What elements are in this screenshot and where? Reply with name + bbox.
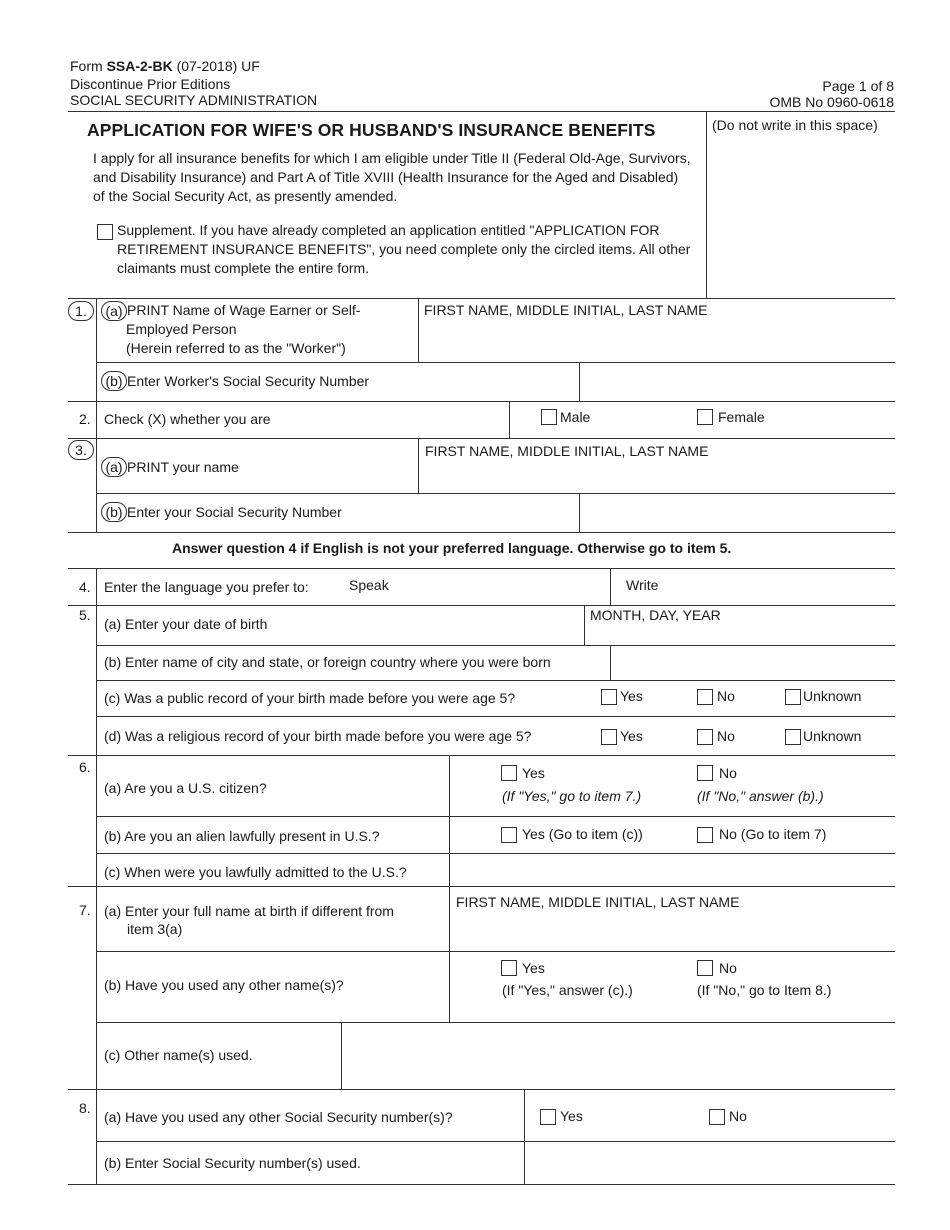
rule xyxy=(96,680,895,681)
rule xyxy=(68,401,895,402)
citizen-yes-label: Yes xyxy=(522,765,545,781)
rule xyxy=(96,1022,895,1023)
other-ssn-no-checkbox[interactable] xyxy=(709,1109,725,1125)
public-record-yes-checkbox[interactable] xyxy=(601,689,617,705)
date-header: MONTH, DAY, YEAR xyxy=(590,607,721,623)
q7-number: 7. xyxy=(79,902,91,918)
rule xyxy=(68,1184,895,1185)
religious-record-yes-label: Yes xyxy=(620,728,643,744)
q3b-marker: (b) xyxy=(101,502,127,522)
your-ssn-field[interactable] xyxy=(581,495,895,530)
q2-number: 2. xyxy=(79,411,91,427)
rule xyxy=(68,886,895,887)
q3a-name-header: FIRST NAME, MIDDLE INITIAL, LAST NAME xyxy=(425,443,709,459)
speak-label: Speak xyxy=(349,577,389,593)
q1a-label-3: (Herein referred to as the "Worker") xyxy=(126,340,346,356)
q6b-label: (b) Are you an alien lawfully present in U.S.? xyxy=(104,828,380,844)
form-id xyxy=(70,58,260,74)
citizen-yes-instruction: (If "Yes," go to item 7.) xyxy=(502,788,642,804)
supplement-paragraph: Supplement. If you have already completed an application entitled "APPLICATION FOR RETIREMENT INSURANCE BENEFITS", you need complete only the circled items. All other claimants must complete the entire form. xyxy=(117,222,691,276)
rule xyxy=(96,716,895,717)
rule xyxy=(68,1089,895,1090)
other-names-yes-checkbox[interactable] xyxy=(501,960,517,976)
omb-number: OMB No 0960-0618 xyxy=(769,94,894,110)
other-ssn-yes-label: Yes xyxy=(560,1108,583,1124)
other-names-field[interactable] xyxy=(343,1024,895,1087)
rule xyxy=(579,493,580,532)
other-ssn-no-label: No xyxy=(729,1108,747,1124)
rule xyxy=(418,298,419,362)
rule xyxy=(96,816,895,817)
rule xyxy=(68,755,895,756)
male-checkbox[interactable] xyxy=(541,409,557,425)
q8b-label: (b) Enter Social Security number(s) used. xyxy=(104,1155,361,1171)
public-record-unknown-checkbox[interactable] xyxy=(785,689,801,705)
other-names-yes-instruction: (If "Yes," answer (c).) xyxy=(502,982,633,998)
q1a-label-2: Employed Person xyxy=(126,321,237,337)
rule xyxy=(509,401,510,438)
q6-number: 6. xyxy=(79,759,91,775)
alien-no-label: No (Go to item 7) xyxy=(719,826,827,842)
form-number: SSA-2-BK xyxy=(106,58,173,74)
religious-record-unknown-label: Unknown xyxy=(803,728,862,744)
rule xyxy=(341,1022,342,1089)
q7b-label: (b) Have you used any other name(s)? xyxy=(104,977,344,993)
q1b-marker: (b) xyxy=(101,371,127,391)
public-record-no-label: No xyxy=(717,688,735,704)
write-language-field[interactable] xyxy=(670,572,892,602)
alien-yes-checkbox[interactable] xyxy=(501,827,517,843)
q3b-label: Enter your Social Security Number xyxy=(127,504,342,520)
number-column-rule xyxy=(96,298,97,532)
religious-record-unknown-checkbox[interactable] xyxy=(785,729,801,745)
q7a-label-2: item 3(a) xyxy=(127,921,183,937)
q7a-name-header: FIRST NAME, MIDDLE INITIAL, LAST NAME xyxy=(456,894,740,910)
q6a-label: (a) Are you a U.S. citizen? xyxy=(104,780,267,796)
worker-ssn-field[interactable] xyxy=(581,364,895,399)
rule xyxy=(579,362,580,401)
rule xyxy=(96,493,895,494)
rule xyxy=(610,568,611,605)
rule xyxy=(449,755,450,886)
q3-number-circle: 3. xyxy=(68,440,94,460)
male-label: Male xyxy=(560,409,591,425)
public-record-unknown-label: Unknown xyxy=(803,688,862,704)
q5-number: 5. xyxy=(79,607,91,623)
q7c-label: (c) Other name(s) used. xyxy=(104,1047,253,1063)
alien-no-checkbox[interactable] xyxy=(697,827,713,843)
agency-name: SOCIAL SECURITY ADMINISTRATION xyxy=(70,92,318,108)
number-column-rule xyxy=(96,568,97,1184)
female-label: Female xyxy=(718,409,765,425)
birthplace-field[interactable] xyxy=(612,647,895,678)
form-prefix: Form xyxy=(70,58,103,74)
rule xyxy=(68,605,895,606)
rule xyxy=(96,362,895,363)
other-names-no-checkbox[interactable] xyxy=(697,960,713,976)
form-title: APPLICATION FOR WIFE'S OR HUSBAND'S INSURANCE BENEFITS xyxy=(87,120,656,140)
header-rule xyxy=(68,111,895,112)
q1a-label-1: PRINT Name of Wage Earner or Self- xyxy=(127,302,361,318)
q8a-label: (a) Have you used any other Social Security number(s)? xyxy=(104,1109,453,1125)
your-name-field[interactable] xyxy=(420,460,895,492)
office-use-label: (Do not write in this space) xyxy=(712,117,878,133)
q3a-marker: (a) xyxy=(101,457,127,477)
rule xyxy=(68,438,895,439)
q1a-marker: (a) xyxy=(101,301,127,321)
q8-number: 8. xyxy=(79,1100,91,1116)
intro-paragraph: I apply for all insurance benefits for which I am eligible under Title II (Federal Old-Age, Survivors, and Disability Insurance) and Part A of Title XVIII (Health Insurance for the Aged and Disabled) of the Social Security Act, as presently amended. xyxy=(93,150,691,204)
citizen-no-checkbox[interactable] xyxy=(697,765,713,781)
discontinue-note: Discontinue Prior Editions xyxy=(70,76,231,92)
speak-language-field[interactable] xyxy=(398,572,606,602)
public-record-no-checkbox[interactable] xyxy=(697,689,713,705)
other-names-no-label: No xyxy=(719,960,737,976)
rule xyxy=(68,298,895,299)
rule xyxy=(96,853,895,854)
q5d-label: (d) Was a religious record of your birth made before you were age 5? xyxy=(104,728,532,744)
q7a-label-1: (a) Enter your full name at birth if different from xyxy=(104,903,394,919)
rule xyxy=(584,605,585,645)
form-suffix: (07-2018) UF xyxy=(176,58,260,74)
q4-number: 4. xyxy=(79,579,91,595)
q1a-name-header: FIRST NAME, MIDDLE INITIAL, LAST NAME xyxy=(424,302,708,318)
birth-date-field[interactable] xyxy=(586,624,895,644)
q2-label: Check (X) whether you are xyxy=(104,411,271,427)
write-label: Write xyxy=(626,577,659,593)
q5c-label: (c) Was a public record of your birth made before you were age 5? xyxy=(104,690,516,706)
public-record-yes-label: Yes xyxy=(620,688,643,704)
q5a-label: (a) Enter your date of birth xyxy=(104,616,268,632)
q4-label: Enter the language you prefer to: xyxy=(104,579,309,595)
rule xyxy=(68,532,895,533)
office-use-divider xyxy=(706,111,707,298)
rule xyxy=(96,1141,895,1142)
other-ssn-yes-checkbox[interactable] xyxy=(540,1109,556,1125)
female-checkbox[interactable] xyxy=(697,409,713,425)
rule xyxy=(68,568,895,569)
rule xyxy=(418,438,419,493)
supplement-checkbox[interactable] xyxy=(97,224,113,240)
religious-record-no-checkbox[interactable] xyxy=(697,729,713,745)
q1a-name-field[interactable] xyxy=(420,320,895,360)
citizen-no-label: No xyxy=(719,765,737,781)
language-instruction: Answer question 4 if English is not your preferred language. Otherwise go to item 5. xyxy=(172,540,732,556)
alien-yes-label: Yes (Go to item (c)) xyxy=(522,826,643,842)
q3a-label: PRINT your name xyxy=(127,459,239,475)
other-ssn-field[interactable] xyxy=(526,1143,895,1182)
rule xyxy=(96,645,895,646)
rule xyxy=(610,645,611,680)
citizen-yes-checkbox[interactable] xyxy=(501,765,517,781)
q1-number-circle: 1. xyxy=(68,301,94,321)
birth-name-field[interactable] xyxy=(451,913,895,949)
other-names-no-instruction: (If "No," go to Item 8.) xyxy=(697,982,832,998)
q1b-label: Enter Worker's Social Security Number xyxy=(127,373,370,389)
q5b-label: (b) Enter name of city and state, or foreign country where you were born xyxy=(104,654,551,670)
religious-record-yes-checkbox[interactable] xyxy=(601,729,617,745)
rule xyxy=(524,1089,525,1184)
q6c-label: (c) When were you lawfully admitted to the U.S.? xyxy=(104,864,407,880)
page-number: Page 1 of 8 xyxy=(822,78,894,94)
religious-record-no-label: No xyxy=(717,728,735,744)
citizen-no-instruction: (If "No," answer (b).) xyxy=(697,788,824,804)
rule xyxy=(96,951,895,952)
other-names-yes-label: Yes xyxy=(522,960,545,976)
admission-date-field[interactable] xyxy=(451,855,895,884)
rule xyxy=(449,886,450,1022)
